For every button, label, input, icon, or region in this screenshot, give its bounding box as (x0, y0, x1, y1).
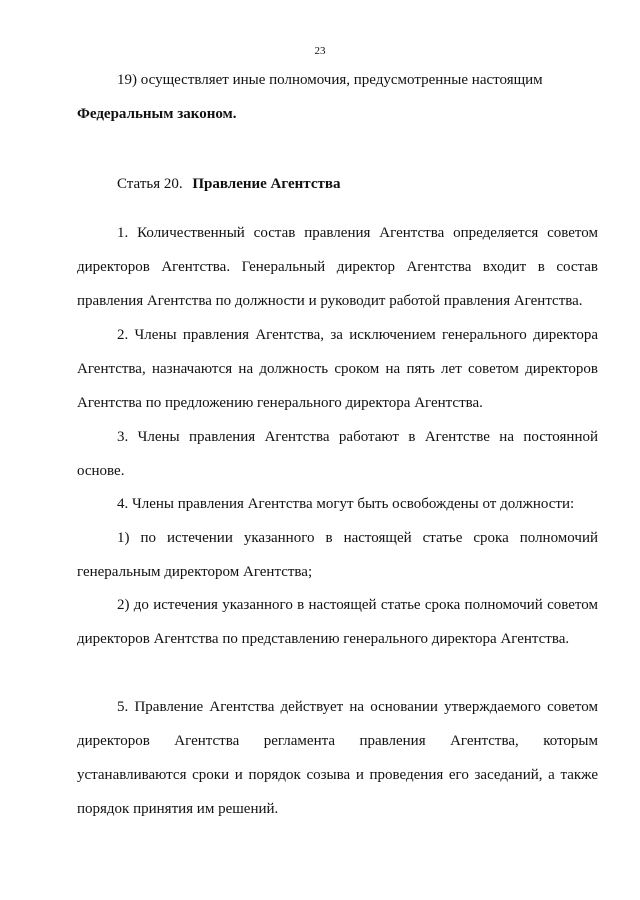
article-title: Правление Агентства (192, 176, 341, 192)
paragraph-5: 5. Правление Агентства действует на основании утверждаемого советом директоров Агентства регламента правления Агентства, которым устанавливаются сроки и порядок созыва и проведения его заседаний, а также порядок принятия им решений. (77, 699, 598, 817)
article-number: Статья 20. (117, 176, 183, 192)
item-19-continuation: Федеральным законом. (77, 106, 237, 122)
item-19-text: 19) осуществляет иные полномочия, предусмотренные настоящим (117, 72, 543, 88)
paragraph-2: 2. Члены правления Агентства, за исключением генерального директора Агентства, назначаются на должность сроком на пять лет советом директоров Агентства по предложению генерального директора Агентства. (77, 327, 598, 411)
paragraph-4: 4. Члены правления Агентства могут быть освобождены от должности: (117, 496, 575, 512)
paragraph-1: 1. Количественный состав правления Агентства определяется советом директоров Агентства. Генеральный директор Агентства входит в состав правления Агентства по должности и руководит работой правления Агентства. (77, 225, 598, 309)
page-number: 23 (314, 45, 326, 57)
paragraph-4-item-2: 2) до истечения указанного в настоящей статье срока полномочий советом директоров Агентства по представлению генерального директора Агентства. (77, 597, 598, 647)
paragraph-3: 3. Члены правления Агентства работают в Агентстве на постоянной основе. (77, 429, 598, 479)
article-heading (117, 172, 340, 196)
paragraph-4-item-1: 1) по истечении указанного в настоящей статье срока полномочий генеральным директором Агентства; (77, 530, 598, 580)
